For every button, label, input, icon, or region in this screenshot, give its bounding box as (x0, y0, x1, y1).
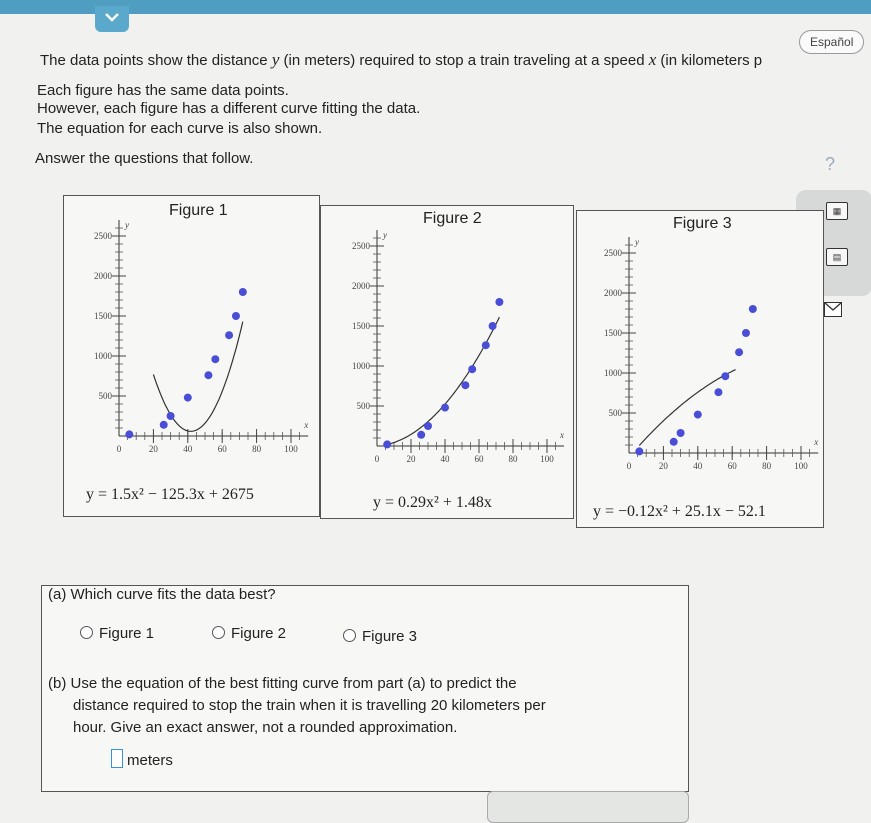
x-tick-label: 80 (762, 461, 772, 471)
y-tick-label: 500 (356, 401, 370, 411)
figure-1-title: Figure 1 (169, 202, 228, 219)
intro-text: (in kilometers p (656, 52, 763, 69)
y-tick-label: 1500 (604, 328, 622, 338)
x-tick-label: 40 (440, 454, 450, 464)
x-tick-label: 0 (116, 444, 122, 454)
data-point (742, 329, 750, 337)
figure-3-title: Figure 3 (673, 215, 732, 232)
y-tick-label: 2500 (352, 241, 370, 251)
intro-text: (in meters) required to stop a train traveling at a speed (279, 52, 649, 69)
data-point (211, 355, 219, 363)
y-tick-label: 2000 (94, 271, 112, 281)
figure-2-equation: y = 0.29x² + 1.48x (373, 494, 492, 511)
figure-2-title: Figure 2 (423, 210, 482, 227)
figure-2-panel (320, 205, 574, 519)
problem-line: Each figure has the same data points. (37, 82, 289, 99)
figure-3-chart (577, 211, 823, 487)
y-tick-label: 1000 (352, 361, 370, 371)
data-point (635, 447, 643, 455)
y-axis-label: y (383, 230, 387, 240)
x-tick-label: 0 (626, 461, 632, 471)
x-tick-label: 100 (284, 444, 298, 454)
data-point (441, 404, 449, 412)
data-point (495, 298, 503, 306)
data-point (749, 305, 757, 313)
answer-row (111, 749, 173, 769)
y-tick-label: 1000 (94, 351, 112, 361)
data-point (125, 430, 133, 438)
radio-icon[interactable] (212, 626, 225, 639)
data-point (232, 312, 240, 320)
var-x: x (648, 50, 657, 69)
y-axis-label: y (125, 220, 129, 230)
y-tick-label: 500 (608, 408, 622, 418)
x-tick-label: 20 (658, 461, 668, 471)
option-label: Figure 1 (99, 625, 155, 642)
data-point (489, 322, 497, 330)
data-point (204, 371, 212, 379)
figure-3-equation: y = −0.12x² + 25.1x − 52.1 (593, 503, 766, 520)
x-tick-label: 80 (252, 444, 262, 454)
y-tick-label: 1500 (94, 311, 112, 321)
x-tick-label: 100 (794, 461, 808, 471)
option-label: Figure 2 (231, 625, 287, 642)
x-tick-label: 40 (693, 461, 703, 471)
fitted-curve (639, 370, 735, 446)
option-figure-2[interactable] (212, 625, 286, 642)
data-point (468, 365, 476, 373)
question-a-prompt: (a) Which curve fits the data best? (48, 586, 276, 603)
x-tick-label: 20 (148, 444, 158, 454)
figure-1-equation: y = 1.5x² − 125.3x + 2675 (86, 486, 254, 503)
data-point (694, 411, 702, 419)
x-tick-label: 60 (474, 454, 484, 464)
figure-1-chart (64, 196, 319, 486)
data-point (417, 431, 425, 439)
data-point (184, 394, 192, 402)
top-bar (0, 0, 871, 14)
intro-text: The data points show the distance (40, 52, 272, 69)
option-figure-3[interactable] (343, 628, 417, 645)
x-tick-label: 60 (217, 444, 227, 454)
y-tick-label: 1500 (352, 321, 370, 331)
x-tick-label: 20 (406, 454, 416, 464)
x-tick-label: 0 (374, 454, 380, 464)
data-point (735, 348, 743, 356)
data-point (670, 438, 678, 446)
bottom-action-button[interactable] (487, 791, 689, 823)
x-axis-label: x (304, 420, 309, 430)
question-panel (41, 585, 689, 792)
y-tick-label: 1000 (604, 368, 622, 378)
question-b-line: distance required to stop the train when it is travelling 20 kilometers per (73, 697, 546, 714)
radio-icon[interactable] (343, 629, 356, 642)
data-point (461, 381, 469, 389)
y-tick-label: 2000 (352, 281, 370, 291)
var-y: y (271, 50, 280, 69)
y-tick-label: 2500 (604, 248, 622, 258)
question-b-line: hour. Give an exact answer, not a rounded approximation. (73, 719, 458, 736)
answer-input[interactable] (111, 749, 123, 768)
answer-unit: meters (127, 752, 173, 769)
figure-1-panel (63, 195, 320, 517)
calculator-icon[interactable]: ▦ (826, 202, 848, 220)
data-point (167, 412, 175, 420)
y-tick-label: 2000 (604, 288, 622, 298)
fitted-curve (387, 317, 499, 444)
help-icon[interactable]: ? (825, 154, 836, 174)
option-label: Figure 3 (362, 628, 418, 645)
x-axis-label: x (814, 437, 819, 447)
x-axis-label: x (560, 430, 564, 440)
option-figure-1[interactable] (80, 625, 154, 642)
data-point (239, 288, 247, 296)
y-tick-label: 2500 (94, 231, 112, 241)
x-tick-label: 40 (183, 444, 193, 454)
data-point (721, 372, 729, 380)
table-icon[interactable]: ▤ (826, 248, 848, 266)
problem-line: However, each figure has a different curve fitting the data. (37, 100, 421, 117)
figure-3-panel (576, 210, 824, 528)
mail-icon[interactable] (824, 302, 842, 317)
mail-glyph (825, 303, 841, 316)
problem-line: Answer the questions that follow. (35, 150, 254, 167)
data-point (482, 341, 490, 349)
data-point (160, 421, 168, 429)
radio-icon[interactable] (80, 626, 93, 639)
problem-line: The equation for each curve is also shown. (37, 120, 323, 137)
chevron-down-icon (104, 11, 120, 23)
question-b-line: (b) Use the equation of the best fitting curve from part (a) to predict the (48, 675, 517, 692)
data-point (383, 440, 391, 448)
collapse-button[interactable] (95, 6, 129, 32)
data-point (225, 331, 233, 339)
y-tick-label: 500 (98, 391, 112, 401)
y-axis-label: y (635, 237, 639, 247)
x-tick-label: 60 (727, 461, 737, 471)
data-point (677, 429, 685, 437)
language-button[interactable]: Español (799, 30, 864, 54)
x-tick-label: 80 (508, 454, 518, 464)
x-tick-label: 100 (540, 454, 554, 464)
problem-intro (40, 50, 762, 70)
data-point (424, 422, 432, 430)
data-point (714, 388, 722, 396)
figure-2-chart (321, 206, 573, 488)
